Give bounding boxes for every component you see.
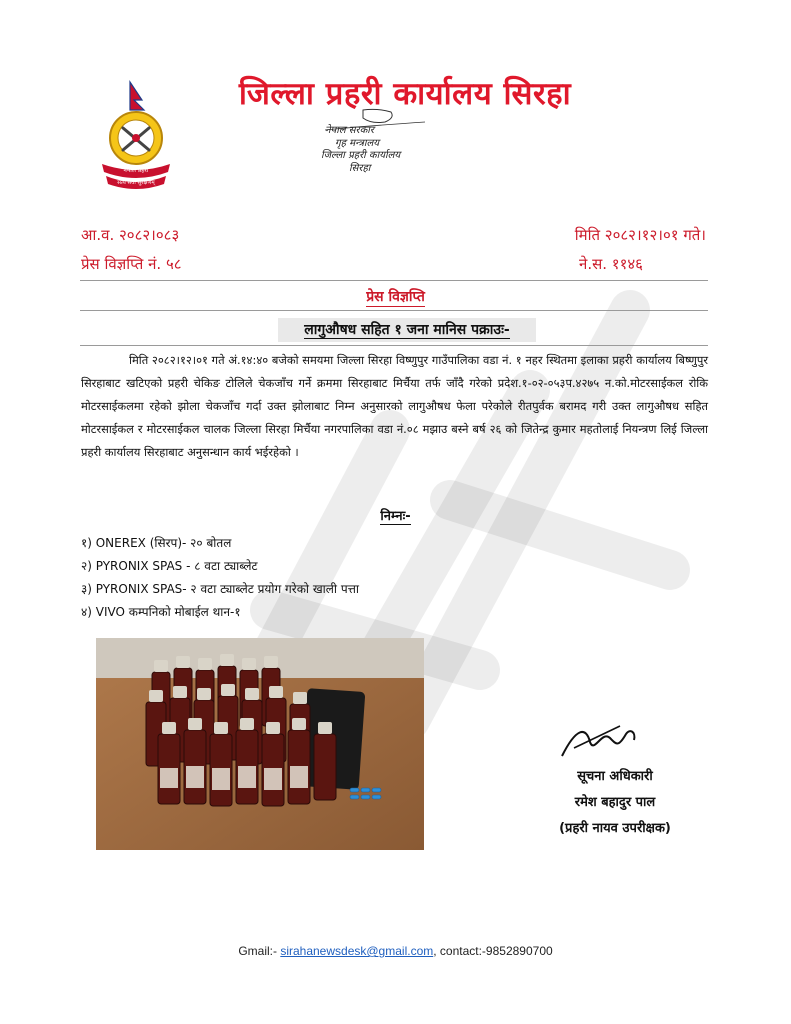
office-title: जिल्ला प्रहरी कार्यालय सिरहा xyxy=(238,76,572,112)
signature xyxy=(556,718,640,764)
press-release-number: प्रेस विज्ञप्ति नं. ५८ xyxy=(81,255,182,273)
divider xyxy=(80,310,708,311)
email-label: Gmail:- xyxy=(238,944,281,958)
footer-contact xyxy=(0,944,791,958)
press-title-text: प्रेस विज्ञप्ति xyxy=(366,289,425,305)
divider xyxy=(80,345,708,346)
emblem-text-bottom: सत्य सेवा सुरक्षणम् xyxy=(117,180,155,186)
press-subject-text: लागुऔषध सहित १ जना मानिस पक्राउः- xyxy=(304,322,510,338)
stamp-line: जिल्ला प्रहरी कार्यालय xyxy=(321,150,401,161)
list-heading xyxy=(0,506,791,524)
contact-number: , contact:-9852890700 xyxy=(433,944,553,958)
list-item: २) PYRONIX SPAS - ८ वटा ट्याब्लेट xyxy=(81,559,258,573)
press-title xyxy=(0,287,791,306)
fiscal-year: आ.व. २०८२।०८३ xyxy=(81,226,180,244)
office-stamp xyxy=(305,108,450,174)
seized-items-photo xyxy=(96,638,424,850)
seized-items-list xyxy=(81,532,359,624)
signatory-title: सूचना अधिकारी xyxy=(577,769,653,784)
list-item: ३) PYRONIX SPAS- २ वटा ट्याब्लेट प्रयोग गरेको खाली पत्ता xyxy=(81,582,360,596)
email-link[interactable]: sirahanewsdesk@gmail.com xyxy=(280,944,434,958)
list-heading-text: निम्नः- xyxy=(380,509,411,524)
emblem-text-top: नेपाल प्रहरी xyxy=(123,167,149,174)
nepal-sambat: ने.स. ११४६ xyxy=(579,255,643,273)
signatory-name: रमेश बहादुर पाल xyxy=(574,795,656,810)
press-body: मिति २०८२।१२।०१ गते अं.१४:४० बजेको समयमा जिल्ला सिरहा विष्णुपुर गाउँपालिका वडा नं. १ नहर स्थितमा इलाका प्रहरी कार्यालय बिष्णुपुर सिरहाबाट खटिएको प्रहरी चेकिङ टोलिले चेकजाँच गर्ने क्रममा सिरहाबाट मिर्चैया तर्फ जाँदै गरेको प्रदेश.१-०२-०५३प.४२७५ न.को.मोटरसाईकल रोकि मोटरसाईकलमा रहेको झोला चेकजाँच गर्दा उक्त झोलाबाट निम्न अनुसारको लागुऔषध फेला परेकोले रीतपुर्वक बरामद गरी उक्त लागुऔषध सहित मोटरसाईकल र मोटरसाईकल चालक जिल्ला सिरहा मिर्चैया नगरपालिका वडा नं.०८ मझाउ बस्ने बर्ष २६ को जितेन्द्र कुमार महतोलाई नियन्त्रण लिई जिल्ला प्रहरी कार्यालय सिरहाबाट अनुसन्धान कार्य भईरहेको । xyxy=(81,353,708,459)
press-subject xyxy=(278,318,536,342)
list-item: १) ONEREX (सिरप)- २० बोतल xyxy=(81,536,232,550)
signatory-rank: (प्रहरी नायव उपरीक्षक) xyxy=(559,821,671,836)
list-item: ४) VIVO कम्पनिको मोबाईल थान-१ xyxy=(81,605,241,619)
stamp-line: गृह मन्त्रालय xyxy=(335,138,380,149)
stamp-line: नेपाल सरकार xyxy=(325,125,374,136)
nepal-police-emblem xyxy=(96,80,176,190)
release-date: मिति २०८२।१२।०१ गते। xyxy=(574,226,706,244)
divider xyxy=(80,280,708,281)
stamp-line: सिरहा xyxy=(349,163,371,174)
